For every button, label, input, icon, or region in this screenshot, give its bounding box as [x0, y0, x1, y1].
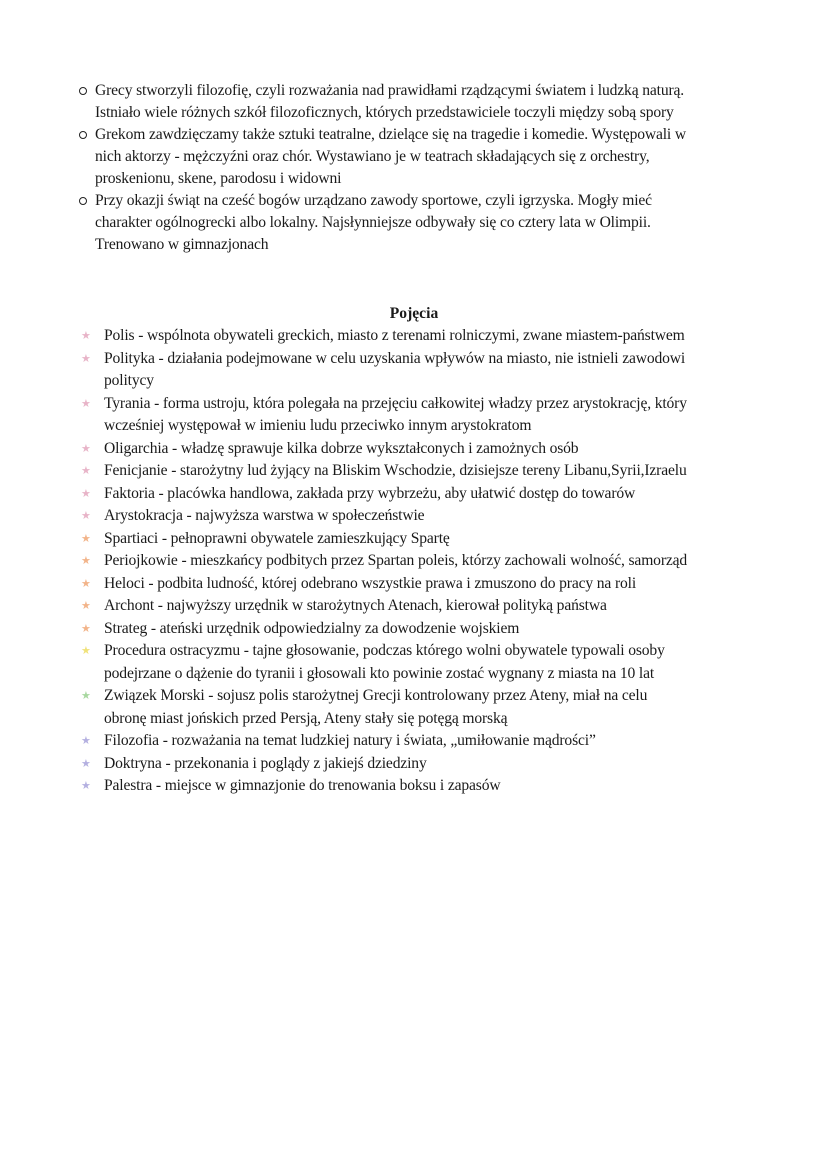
intro-bullet-item — [78, 80, 778, 124]
term-item — [80, 393, 770, 438]
star-icon: ★ — [81, 756, 91, 770]
term-line: Procedura ostracyzmu - tajne głosowanie, podczas którego wolni obywatele typowali osoby — [104, 642, 665, 659]
star-icon: ★ — [81, 329, 91, 342]
term-item — [80, 460, 770, 483]
term-line: Tyrania - forma ustroju, która polegała na przejęciu całkowitej władzy przez arystokrację, który — [104, 394, 687, 412]
star-icon: ★ — [81, 779, 91, 792]
term-item — [80, 640, 770, 685]
star-icon: ★ — [81, 351, 91, 365]
term-item — [80, 438, 770, 461]
term-line: podejrzane o dążenie do tyranii i głosowali kto powinie zostać wygnany z miasta na 10 lat — [104, 664, 655, 682]
circle-bullet-icon — [79, 131, 87, 139]
term-item — [80, 325, 770, 348]
terms-list — [80, 325, 770, 798]
star-icon: ★ — [81, 576, 91, 590]
star-icon: ★ — [81, 689, 91, 702]
term-line: Heloci - podbita ludność, której odebrano wszystkie prawa i zmuszono do pracy na roli — [104, 574, 637, 592]
term-line: Fenicjanie - starożytny lud żyjący na Bliskim Wschodzie, dzisiejsze tereny Libanu,Syrii,Izraelu — [104, 462, 687, 479]
term-item — [80, 348, 770, 393]
star-icon: ★ — [81, 599, 91, 612]
term-item — [80, 550, 770, 573]
term-line: Faktoria - placówka handlowa, zakłada przy wybrzeżu, aby ułatwić dostęp do towarów — [104, 484, 636, 502]
bullet-line: Istniało wiele różnych szkół filozoficznych, których przedstawiciele toczyli między sobą spory — [95, 104, 674, 121]
bullet-line: Przy okazji świąt na cześć bogów urządzano zawody sportowe, czyli igrzyska. Mogły mieć — [95, 192, 652, 209]
bullet-line: charakter ogólnogrecki albo lokalny. Najsłynniejsze odbywały się co cztery lata w Olimpii. — [95, 214, 651, 231]
term-line: Arystokracja - najwyższa warstwa w społeczeństwie — [104, 507, 425, 524]
star-icon: ★ — [81, 486, 91, 500]
circle-bullet-icon — [79, 87, 87, 95]
star-icon: ★ — [81, 531, 91, 545]
term-item — [80, 618, 770, 641]
star-icon: ★ — [81, 554, 91, 567]
term-line: Spartiaci - pełnoprawni obywatele zamieszkujący Spartę — [104, 529, 450, 547]
bullet-line: Grekom zawdzięczamy także sztuki teatralne, dzielące się na tragedie i komedie. Występowali w — [95, 126, 686, 143]
bullet-line: proskenionu, skene, parodosu i widowni — [95, 170, 342, 187]
term-item — [80, 685, 770, 730]
term-line: politycy — [104, 372, 154, 389]
term-item — [80, 775, 770, 798]
term-line: wcześniej występował w imieniu ludu przeciwko innym arystokratom — [104, 417, 532, 434]
term-item — [80, 528, 770, 551]
section-title: Pojęcia — [389, 305, 439, 322]
intro-bullet-item — [78, 124, 778, 190]
star-icon: ★ — [81, 734, 91, 747]
term-line: Periojkowie - mieszkańcy podbitych przez Spartan poleis, którzy zachowali wolność, samorząd — [104, 552, 688, 569]
term-line: Oligarchia - władzę sprawuje kilka dobrze wykształconych i zamożnych osób — [104, 439, 579, 457]
intro-bullet-list — [78, 80, 778, 256]
term-line: Związek Morski - sojusz polis starożytnej Grecji kontrolowany przez Ateny, miał na celu — [104, 687, 648, 704]
circle-bullet-icon — [79, 197, 87, 205]
term-line: Polityka - działania podejmowane w celu uzyskania wpływów na miasto, nie istnieli zawodowi — [104, 349, 686, 367]
term-item — [80, 595, 770, 618]
star-icon: ★ — [81, 644, 91, 657]
term-item — [80, 483, 770, 506]
star-icon: ★ — [81, 509, 91, 522]
star-icon: ★ — [81, 441, 91, 455]
star-icon: ★ — [81, 396, 91, 410]
star-icon: ★ — [81, 621, 91, 635]
term-line: Archont - najwyższy urzędnik w starożytnych Atenach, kierował polityką państwa — [104, 597, 607, 614]
term-line: Filozofia - rozważania na temat ludzkiej natury i świata, „umiłowanie mądrości” — [104, 732, 596, 749]
bullet-line: Grecy stworzyli filozofię, czyli rozważania nad prawidłami rządzącymi światem i ludzką naturą. — [95, 82, 685, 99]
term-item — [80, 753, 770, 776]
term-line: Strateg - ateński urzędnik odpowiedzialny za dowodzenie wojskiem — [104, 619, 520, 637]
term-item — [80, 730, 770, 753]
star-icon: ★ — [81, 464, 91, 477]
intro-bullet-item — [78, 190, 778, 256]
term-line: Palestra - miejsce w gimnazjonie do trenowania boksu i zapasów — [104, 777, 501, 794]
term-line: Polis - wspólnota obywateli greckich, miasto z terenami rolniczymi, zwane miastem-państwem — [104, 327, 685, 344]
term-item — [80, 505, 770, 528]
bullet-line: nich aktorzy - mężczyźni oraz chór. Wystawiano je w teatrach składających się z orchestry, — [95, 148, 650, 165]
term-line: obronę miast jońskich przed Persją, Ateny stały się potęgą morską — [104, 709, 508, 727]
bullet-line: Trenowano w gimnazjonach — [95, 236, 269, 253]
term-item — [80, 573, 770, 596]
term-line: Doktryna - przekonania i poglądy z jakiejś dziedziny — [104, 754, 427, 772]
